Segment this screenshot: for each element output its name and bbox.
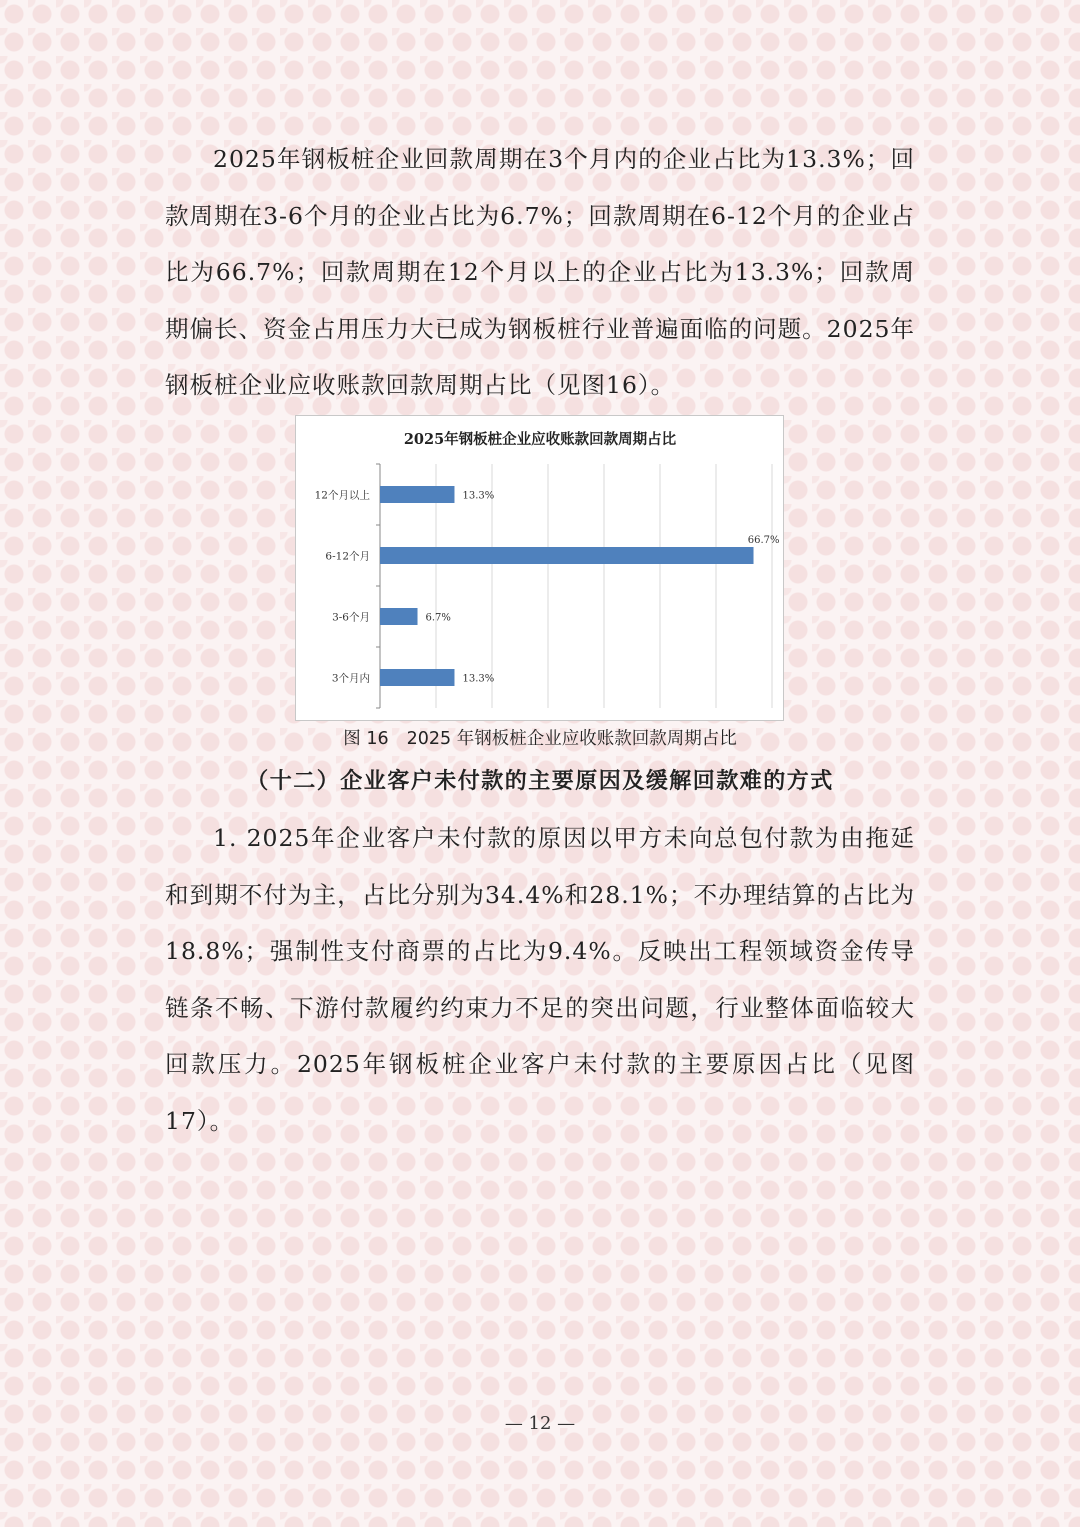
- bar-chart: [295, 415, 784, 721]
- figure-caption-text: 2025 年钢板桩企业应收账款回款周期占比: [406, 729, 737, 749]
- data-label: 13.3%: [462, 490, 495, 502]
- page-number: — 12 —: [504, 1413, 576, 1434]
- bar: [380, 486, 454, 503]
- data-label: 6.7%: [425, 612, 451, 624]
- category-label: 3个月内: [331, 672, 370, 685]
- category-label: 12个月以上: [314, 489, 370, 502]
- chart-svg: [296, 416, 785, 722]
- bar: [380, 608, 418, 625]
- chart-title: 2025年钢板桩企业应收账款回款周期占比: [403, 431, 677, 448]
- bar: [380, 669, 454, 686]
- figure-number: 图 16: [343, 729, 389, 749]
- figure-caption: [0, 727, 1080, 751]
- body-paragraph-1: 2025年钢板桩企业回款周期在3个月内的企业占比为13.3%；回款周期在3-6个月的企业占比为6.7%；回款周期在6-12个月的企业占比为66.7%；回款周期在12个月以上的企业占比为13.3%；回款周期偏长、资金占用压力大已成为钢板桩行业普遍面临的问题。2025年钢板桩企业应收账款回款周期占比（见图16）。: [165, 145, 915, 399]
- body-paragraph-2: 1. 2025年企业客户未付款的原因以甲方未向总包付款为由拖延和到期不付为主，占比分别为34.4%和28.1%；不办理结算的占比为18.8%；强制性支付商票的占比为9.4%。反映出工程领域资金传导链条不畅、下游付款履约约束力不足的突出问题，行业整体面临较大回款压力。2025年钢板桩企业客户未付款的主要原因占比（见图17）。: [165, 824, 915, 1135]
- category-label: 6-12个月: [325, 550, 370, 563]
- bar: [380, 547, 754, 564]
- data-label: 66.7%: [747, 535, 780, 546]
- section-heading: （十二）企业客户未付款的主要原因及缓解回款难的方式: [246, 769, 834, 794]
- data-label: 13.3%: [462, 673, 495, 685]
- category-label: 3-6个月: [332, 611, 370, 624]
